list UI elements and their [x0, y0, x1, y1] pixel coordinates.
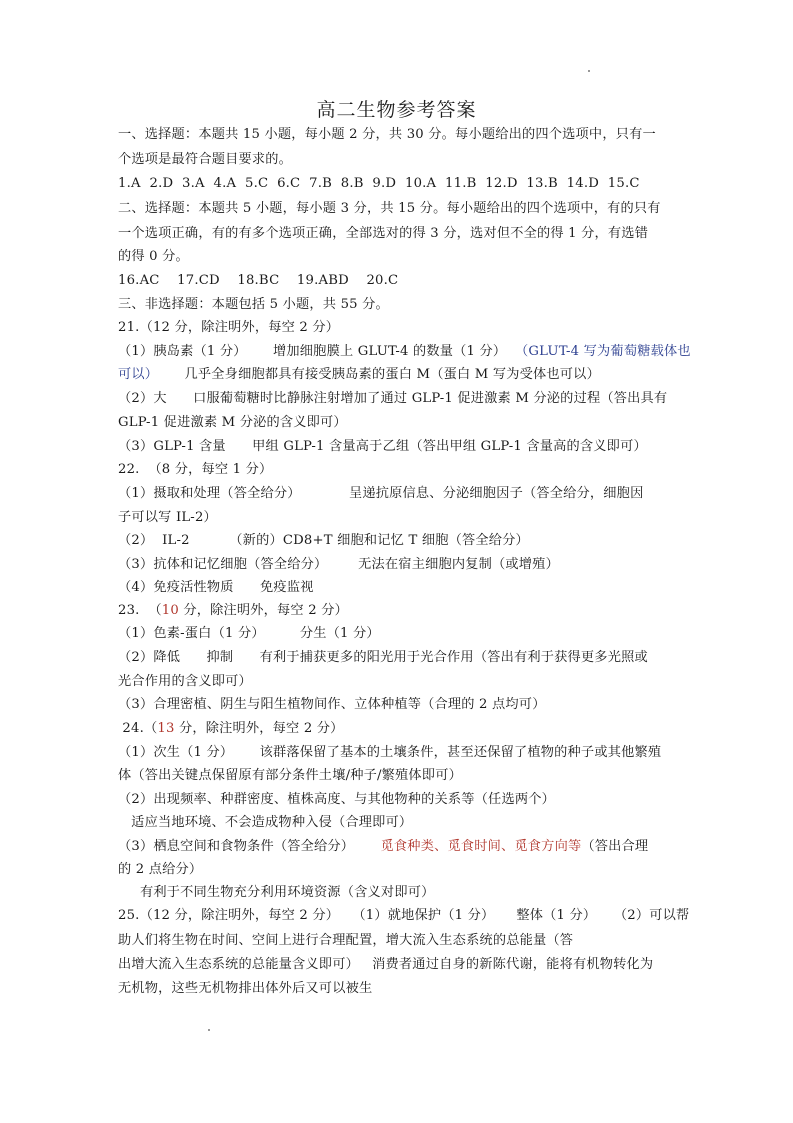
text-line: [118, 199, 661, 219]
scan-speck: [588, 70, 590, 72]
text-line: [118, 790, 555, 810]
text-segment: （3）抗体和记忆细胞（答全给分） 无法在宿主细胞内复制（或增殖）: [118, 557, 559, 572]
text-line: [118, 174, 640, 194]
text-segment: 三、非选择题：本题包括 5 小题，共 55 分。: [118, 297, 389, 312]
text-line: [118, 955, 653, 975]
text-segment: （1）色素-蛋白（1 分） 分生（1 分）: [118, 626, 380, 641]
text-segment: 的 2 点给分）: [118, 862, 203, 877]
scan-speck: [208, 1029, 210, 1031]
text-line: [118, 624, 380, 644]
text-line: [118, 295, 389, 315]
text-line: [118, 150, 292, 170]
text-segment: 可以）: [118, 367, 159, 382]
text-segment: 体（答出关键点保留原有部分条件土壤/种子/繁殖体即可）: [118, 768, 462, 783]
text-line: [118, 342, 691, 362]
text-segment: 助人们将生物在时间、空间上进行合理配置，增大流入生态系统的总能量（答: [118, 933, 574, 948]
text-line: [118, 389, 667, 409]
text-segment: 二、选择题：本题共 5 小题，每小题 3 分，共 15 分。每小题给出的四个选项中，有的只有: [118, 201, 661, 216]
text-segment: 16.AC 17.CD 18.BC 19.ABD 20.C: [118, 273, 399, 288]
text-segment: 子可以写 IL-2）: [118, 510, 217, 525]
text-segment: 10: [161, 603, 179, 618]
text-segment: 有利于不同生物充分利用环境资源（含义对即可）: [118, 885, 435, 900]
text-line: [118, 271, 398, 291]
text-segment: 出增大流入生态系统的总能量含义即可） 消费者通过自身的新陈代谢，能将有机物转化为: [118, 957, 654, 972]
text-segment: 无机物，这些无机物排出体外后又可以被生: [118, 981, 373, 996]
text-line: [118, 247, 189, 267]
text-segment: 一个选项正确，有的有多个选项正确，全部选对的得 3 分，选对但不全的得 1 分，有选错: [118, 226, 649, 241]
text-line: [118, 125, 656, 145]
text-line: [118, 437, 647, 457]
text-segment: （3）栖息空间和食物条件（答全给分）: [118, 839, 381, 854]
text-segment: 适应当地环境、不会造成物种入侵（合理即可）: [118, 815, 413, 830]
text-segment: 分，除注明外，每空 2 分）: [174, 721, 344, 736]
text-segment: （3）合理密植、阴生与阳生植物间作、立体种植等（合理的 2 点均可）: [118, 697, 546, 712]
text-segment: 光合作用的含义即可）: [118, 674, 252, 689]
text-segment: （2） IL-2 （新的）CD8+T 细胞和记忆 T 细胞（答全给分）: [118, 533, 529, 548]
text-segment: 的得 0 分。: [118, 249, 189, 264]
text-segment: 22. （8 分，每空 1 分）: [118, 462, 273, 477]
text-segment: 25.（12 分，除注明外，每空 2 分） （1）就地保护（1 分） 整体（1 分） （2）可以帮: [118, 908, 690, 923]
text-line: [118, 224, 648, 244]
text-segment: （答出合理: [581, 839, 649, 854]
text-line: [118, 695, 546, 715]
text-segment: 23. （: [118, 603, 162, 618]
text-segment: 个选项是最符合题目要求的。: [118, 152, 293, 167]
text-line: [118, 672, 252, 692]
text-line: [118, 555, 559, 575]
text-line: [118, 648, 648, 668]
text-segment: 13: [157, 721, 175, 736]
text-segment: （2）出现频率、种群密度、植株高度、与其他物种的关系等（任选两个）: [118, 792, 555, 807]
text-segment: 一、选择题：本题共 15 小题，每小题 2 分，共 30 分。每小题给出的四个选项中，只有一: [118, 127, 656, 142]
text-segment: （2）降低 抑制 有利于捕获更多的阳光用于光合作用（答出有利于获得更多光照或: [118, 650, 648, 665]
text-line: [118, 883, 434, 903]
text-line: [118, 531, 529, 551]
text-line: [118, 413, 347, 433]
text-segment: （1）次生（1 分） 该群落保留了基本的土壤条件，甚至还保留了植物的种子或其他繁殖: [118, 745, 662, 760]
text-line: [118, 906, 689, 926]
text-line: [118, 601, 348, 621]
text-line: [118, 318, 339, 338]
page-title: 高二生物参考答案: [316, 99, 477, 121]
text-segment: GLP-1 促进激素 M 分泌的含义即可）: [118, 415, 347, 430]
text-line: [118, 743, 661, 763]
text-line: [118, 460, 272, 480]
text-line: [118, 931, 573, 951]
text-segment: 几乎全身细胞都具有接受胰岛素的蛋白 M（蛋白 M 写为受体也可以）: [158, 367, 600, 382]
text-line: [118, 860, 202, 880]
text-line: [118, 837, 648, 857]
text-segment: （2）大 口服葡萄糖时比静脉注射增加了通过 GLP-1 促进激素 M 分泌的过程（答出具有: [118, 391, 668, 406]
text-line: [118, 484, 643, 504]
text-line: [118, 578, 314, 598]
text-line: [118, 766, 462, 786]
text-line: [118, 365, 600, 385]
text-line: [118, 813, 412, 833]
text-line: [118, 979, 372, 999]
text-segment: （GLUT-4 写为葡萄糖载体也: [515, 344, 691, 359]
text-segment: 觅食种类、觅食时间、觅食方向等: [380, 839, 582, 854]
text-segment: 24.（: [118, 721, 158, 736]
text-segment: （3）GLP-1 含量 甲组 GLP-1 含量高于乙组（答出甲组 GLP-1 含量高的含义即可）: [118, 439, 647, 454]
text-line: [118, 719, 344, 739]
text-segment: 21.（12 分，除注明外，每空 2 分）: [118, 320, 340, 335]
text-segment: （1）摄取和处理（答全给分） 呈递抗原信息、分泌细胞因子（答全给分，细胞因: [118, 486, 644, 501]
text-segment: 分，除注明外，每空 2 分）: [178, 603, 348, 618]
text-line: [118, 508, 217, 528]
text-segment: （1）胰岛素（1 分） 增加细胞膜上 GLUT-4 的数量（1 分）: [118, 344, 516, 359]
text-segment: （4）免疫活性物质 免疫监视: [118, 580, 314, 595]
text-segment: 1.A 2.D 3.A 4.A 5.C 6.C 7.B 8.B 9.D 10.A 11.B 12.D 13.B 14.D 15.C: [118, 176, 640, 191]
